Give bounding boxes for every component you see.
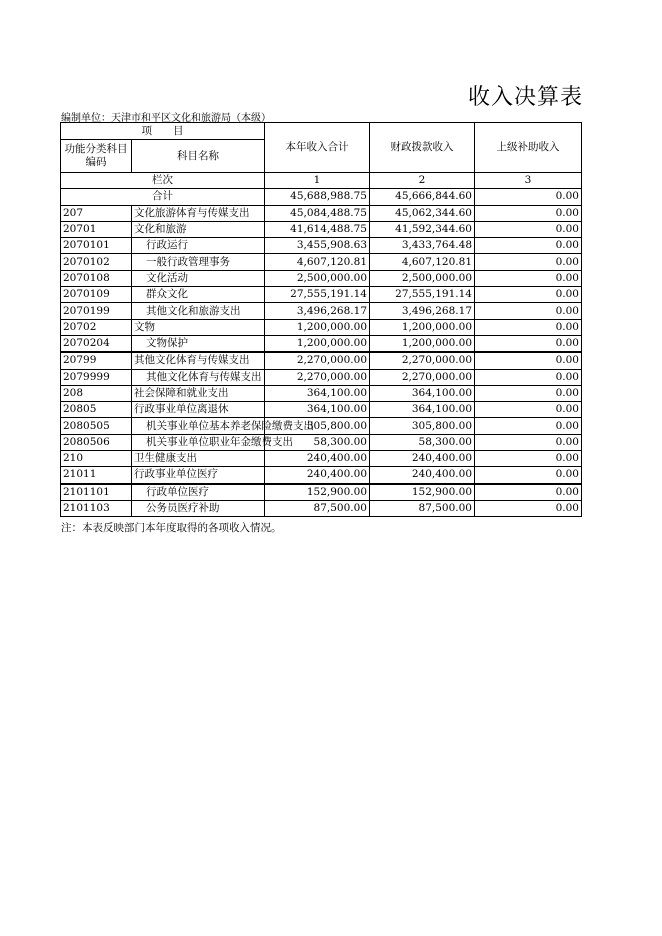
cell-v3: 0.00 <box>475 335 582 352</box>
cell-v2: 87,500.00 <box>370 500 475 516</box>
cell-v1: 240,400.00 <box>265 467 370 484</box>
cell-code: 2070204 <box>61 335 132 352</box>
header-row <box>61 123 582 140</box>
cell-v1: 45,084,488.75 <box>265 205 370 221</box>
cell-v2: 27,555,191.14 <box>370 287 475 303</box>
cell-v1: 1,200,000.00 <box>265 319 370 335</box>
cell-v2: 364,100.00 <box>370 385 475 401</box>
cell-code: 2080506 <box>61 434 132 450</box>
cell-v1: 4,607,120.81 <box>265 254 370 270</box>
cell-v2: 1,200,000.00 <box>370 335 475 352</box>
cell-v1: 27,555,191.14 <box>265 287 370 303</box>
cell-v3: 0.00 <box>475 369 582 385</box>
row-label: 栏次 <box>61 173 265 189</box>
cell-v2: 240,400.00 <box>370 467 475 484</box>
cell-name: 机关事业单位职业年金缴费支出 <box>132 434 265 450</box>
cell-name: 文化和旅游 <box>132 221 265 237</box>
cell-v2: 2,270,000.00 <box>370 369 475 385</box>
table-row <box>61 418 582 434</box>
table-row <box>61 319 582 335</box>
cell-name: 一般行政管理事务 <box>132 254 265 270</box>
header-code: 功能分类科目编码 <box>61 140 132 173</box>
cell-v3: 0.00 <box>475 303 582 319</box>
cell-name: 其他文化体育与传媒支出 <box>132 352 265 369</box>
cell-v1: 305,800.00 <box>265 418 370 434</box>
header-col2: 财政拨款收入 <box>370 123 475 173</box>
table-row <box>61 335 582 352</box>
total-v1: 45,688,988.75 <box>265 189 370 205</box>
cell-name: 行政事业单位医疗 <box>132 467 265 484</box>
cell-v3: 0.00 <box>475 385 582 401</box>
cell-v3: 0.00 <box>475 352 582 369</box>
cell-v3: 0.00 <box>475 484 582 501</box>
table-row <box>61 238 582 254</box>
cell-name: 文物保护 <box>132 335 265 352</box>
cell-v2: 240,400.00 <box>370 451 475 467</box>
cell-code: 2080505 <box>61 418 132 434</box>
cell-v3: 0.00 <box>475 287 582 303</box>
cell-code: 20702 <box>61 319 132 335</box>
cell-v2: 305,800.00 <box>370 418 475 434</box>
cell-name: 群众文化 <box>132 287 265 303</box>
cell-code: 21011 <box>61 467 132 484</box>
table-row <box>61 270 582 286</box>
cell-v3: 0.00 <box>475 205 582 221</box>
header-name: 科目名称 <box>132 140 265 173</box>
table-row <box>61 254 582 270</box>
cell-v3: 0.00 <box>475 418 582 434</box>
total-v2: 45,666,844.60 <box>370 189 475 205</box>
cell-v3: 0.00 <box>475 254 582 270</box>
table-row <box>61 287 582 303</box>
cell-v2: 45,062,344.60 <box>370 205 475 221</box>
cell-v1: 3,496,268.17 <box>265 303 370 319</box>
header-project: 项 目 <box>61 123 265 140</box>
header-col1: 本年收入合计 <box>265 123 370 173</box>
cell-name: 文物 <box>132 319 265 335</box>
cell-v3: 0.00 <box>475 238 582 254</box>
total-row <box>61 189 582 205</box>
cell-v3: 0.00 <box>475 270 582 286</box>
cell-code: 20701 <box>61 221 132 237</box>
table-row <box>61 303 582 319</box>
table-row <box>61 484 582 501</box>
cell-v1: 364,100.00 <box>265 385 370 401</box>
cell-v2: 3,496,268.17 <box>370 303 475 319</box>
cell-code: 2070199 <box>61 303 132 319</box>
table-row <box>61 385 582 401</box>
table-row <box>61 221 582 237</box>
cell-name: 社会保障和就业支出 <box>132 385 265 401</box>
cell-v2: 2,500,000.00 <box>370 270 475 286</box>
cell-name: 公务员医疗补助 <box>132 500 265 516</box>
cell-code: 2079999 <box>61 369 132 385</box>
cell-name: 机关事业单位基本养老保险缴费支出 <box>132 418 265 434</box>
cell-code: 2070108 <box>61 270 132 286</box>
cell-v1: 2,500,000.00 <box>265 270 370 286</box>
cell-code: 208 <box>61 385 132 401</box>
column-number-row <box>61 173 582 189</box>
cell-code: 20799 <box>61 352 132 369</box>
table-row <box>61 205 582 221</box>
cell-code: 210 <box>61 451 132 467</box>
cell-code: 2070102 <box>61 254 132 270</box>
cell-name: 行政运行 <box>132 238 265 254</box>
cell-v3: 0.00 <box>475 319 582 335</box>
cell-v3: 0.00 <box>475 434 582 450</box>
table-row <box>61 467 582 484</box>
cell-v3: 0.00 <box>475 467 582 484</box>
table-row <box>61 451 582 467</box>
cell-v2: 3,433,764.48 <box>370 238 475 254</box>
cell-code: 2070109 <box>61 287 132 303</box>
income-table <box>60 122 582 517</box>
cell-v2: 152,900.00 <box>370 484 475 501</box>
cell-v1: 3,455,908.63 <box>265 238 370 254</box>
cell-v1: 1,200,000.00 <box>265 335 370 352</box>
cell-v2: 4,607,120.81 <box>370 254 475 270</box>
cell-v1: 152,900.00 <box>265 484 370 501</box>
compiling-unit: 编制单位：天津市和平区文化和旅游局（本级） <box>61 113 271 124</box>
cell-v1: 240,400.00 <box>265 451 370 467</box>
footnote: 注：本表反映部门本年度取得的各项收入情况。 <box>61 522 282 534</box>
cell-v2: 1,200,000.00 <box>370 319 475 335</box>
col-number-3: 3 <box>475 173 582 189</box>
table-row <box>61 369 582 385</box>
cell-name: 行政单位医疗 <box>132 484 265 501</box>
cell-v3: 0.00 <box>475 500 582 516</box>
cell-v3: 0.00 <box>475 451 582 467</box>
cell-v1: 2,270,000.00 <box>265 369 370 385</box>
header-col3: 上级补助收入 <box>475 123 582 173</box>
cell-name: 卫生健康支出 <box>132 451 265 467</box>
col-number-1: 1 <box>265 173 370 189</box>
col-number-2: 2 <box>370 173 475 189</box>
cell-v3: 0.00 <box>475 402 582 418</box>
cell-code: 207 <box>61 205 132 221</box>
cell-v2: 364,100.00 <box>370 402 475 418</box>
cell-code: 20805 <box>61 402 132 418</box>
cell-v1: 2,270,000.00 <box>265 352 370 369</box>
cell-name: 行政事业单位离退休 <box>132 402 265 418</box>
cell-code: 2101103 <box>61 500 132 516</box>
cell-v1: 364,100.00 <box>265 402 370 418</box>
table-row <box>61 352 582 369</box>
cell-code: 2101101 <box>61 484 132 501</box>
table-row <box>61 434 582 450</box>
cell-v3: 0.00 <box>475 221 582 237</box>
cell-v1: 41,614,488.75 <box>265 221 370 237</box>
cell-v2: 58,300.00 <box>370 434 475 450</box>
table-row <box>61 500 582 516</box>
table-row <box>61 402 582 418</box>
cell-v1: 58,300.00 <box>265 434 370 450</box>
total-label: 合计 <box>61 189 265 205</box>
cell-name: 其他文化体育与传媒支出 <box>132 369 265 385</box>
cell-v1: 87,500.00 <box>265 500 370 516</box>
cell-name: 文化旅游体育与传媒支出 <box>132 205 265 221</box>
cell-v2: 2,270,000.00 <box>370 352 475 369</box>
page-title: 收入决算表 <box>467 85 583 110</box>
total-v3: 0.00 <box>475 189 582 205</box>
cell-code: 2070101 <box>61 238 132 254</box>
cell-v2: 41,592,344.60 <box>370 221 475 237</box>
cell-name: 其他文化和旅游支出 <box>132 303 265 319</box>
cell-name: 文化活动 <box>132 270 265 286</box>
